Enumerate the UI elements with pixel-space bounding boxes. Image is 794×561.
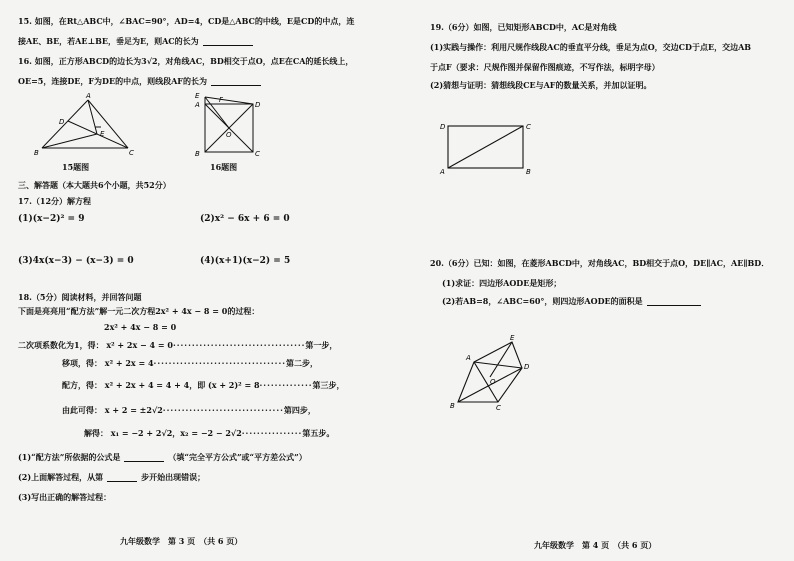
fig15-label-B: B xyxy=(34,149,39,157)
q18-step2: 移项，得： x² + 2x = 4···································第二步， xyxy=(62,358,319,368)
figure-16 xyxy=(195,94,259,156)
q16-text-line2: OE=5，连接DE，F为DE的中点，则线段AF的长为 xyxy=(18,76,261,86)
q18-step5: 解得： x₁ = −2 + 2√2，x₂ = −2 − 2√2················第五步。 xyxy=(84,428,335,438)
fig16-label-C: C xyxy=(255,150,260,158)
q17-title: 17.（12分）解方程 xyxy=(18,196,92,206)
fig20-label-A: A xyxy=(466,354,471,362)
fig19-label-B: B xyxy=(526,168,531,176)
q19-title: 19.（6分）如图，已知矩形ABCD中，AC是对角线 xyxy=(430,22,617,32)
figure-19 xyxy=(438,120,578,174)
q18-step1: 二次项系数化为1，得： x² + 2x − 4 = 0···································第一步， xyxy=(18,340,338,350)
q20-title: 20.（6分）已知：如图，在菱形ABCD中，对角线AC，BD相交于点O，DE∥AC，AE∥BD． xyxy=(430,258,770,268)
q15-text-line1: 15. 如图，在Rt△ABC中，∠BAC=90°，AD=4，CD是△ABC的中线，E是CD的中点，连 xyxy=(18,16,355,26)
q15-text-line2: 接AE、BE，若AE⊥BE，垂足为E，则AC的长为 xyxy=(18,36,253,46)
q17-part3: (3)4x(x−3) − (x−3) = 0 xyxy=(18,256,134,266)
fig15-label-C: C xyxy=(129,149,134,157)
fig20-label-E: E xyxy=(510,334,515,342)
fig16-label-A: A xyxy=(195,101,200,109)
fig19-label-A: A xyxy=(440,168,445,176)
q18-title: 18.（5分）阅读材料，并回答问题 xyxy=(18,292,142,302)
q18-question1: (1)“配方法”所依据的公式是 （填“完全平方公式”或“平方差公式”） xyxy=(18,452,307,462)
q17-part2: (2)x² − 6x + 6 = 0 xyxy=(200,214,290,224)
q16-answer-blank[interactable] xyxy=(211,77,261,86)
q19-part1-line2: 于点F（要求：尺规作图并保留作图痕迹，不写作法，标明字母） xyxy=(430,62,660,72)
q20-part1: (1)求证：四边形AODE是矩形； xyxy=(442,278,562,288)
fig20-label-O: O xyxy=(490,378,496,386)
fig16-label-F: F xyxy=(219,96,224,104)
figure-20 xyxy=(450,336,540,412)
q17-part4: (4)(x+1)(x−2) = 5 xyxy=(200,256,291,266)
q15-answer-blank[interactable] xyxy=(203,37,253,46)
fig15-label-E: E xyxy=(100,130,105,138)
q20-area-blank[interactable] xyxy=(647,297,701,306)
fig15-label-D: D xyxy=(59,118,65,126)
q18-question2: (2)上面解答过程，从第 步开始出现错误； xyxy=(18,472,206,482)
fig19-label-D: D xyxy=(440,123,446,131)
fig19-label-C: C xyxy=(526,123,531,131)
fig20-label-D: D xyxy=(524,363,530,371)
q18-intro: 下面是亮亮用“配方法”解一元二次方程2x² + 4x − 8 = 0的过程： xyxy=(18,306,260,316)
q18-question3: (3)写出正确的解答过程： xyxy=(18,492,112,502)
fig16-label-E: E xyxy=(195,92,200,100)
q20-part2: (2)若AB=8，∠ABC=60°，则四边形AODE的面积是 xyxy=(442,296,701,306)
q18-step-blank[interactable] xyxy=(107,473,137,482)
section-3-heading: 三、解答题（本大题共6个小题，共52分） xyxy=(18,180,171,190)
page-footer-3: 九年级数学 第 3 页 （共 6 页） xyxy=(120,536,243,546)
fig20-label-B: B xyxy=(450,402,455,410)
q18-step4: 由此可得： x + 2 = ±2√2································第四步， xyxy=(62,405,316,415)
fig20-label-C: C xyxy=(496,404,501,412)
q18-equation: 2x² + 4x − 8 = 0 xyxy=(104,322,177,332)
fig16-label-D: D xyxy=(255,101,261,109)
fig16-label-O: O xyxy=(226,131,232,139)
q19-part1-line1: (1)实践与操作：利用尺规作线段AC的垂直平分线，垂足为点O，交边CD于点E，交边AB xyxy=(430,42,752,52)
q18-formula-blank[interactable] xyxy=(124,453,164,462)
fig16-caption: 16题图 xyxy=(210,162,238,172)
exam-page-4 xyxy=(400,0,794,561)
q19-part2: (2)猜想与证明：猜想线段CE与AF的数量关系，并加以证明。 xyxy=(430,80,652,90)
fig15-label-A: A xyxy=(86,92,91,100)
q18-step3: 配方，得： x² + 2x + 4 = 4 + 4，即 (x + 2)² = 8··············第三步， xyxy=(62,380,345,390)
q16-text-line1: 16. 如图，正方形ABCD的边长为3√2，对角线AC，BD相交于点O，点E在CA的延长线上， xyxy=(18,56,354,66)
fig15-caption: 15题图 xyxy=(62,162,90,172)
figure-15 xyxy=(30,94,140,156)
page-footer-4: 九年级数学 第 4 页 （共 6 页） xyxy=(534,540,657,550)
q17-part1: (1)(x−2)² = 9 xyxy=(18,214,85,224)
fig16-label-B: B xyxy=(195,150,200,158)
